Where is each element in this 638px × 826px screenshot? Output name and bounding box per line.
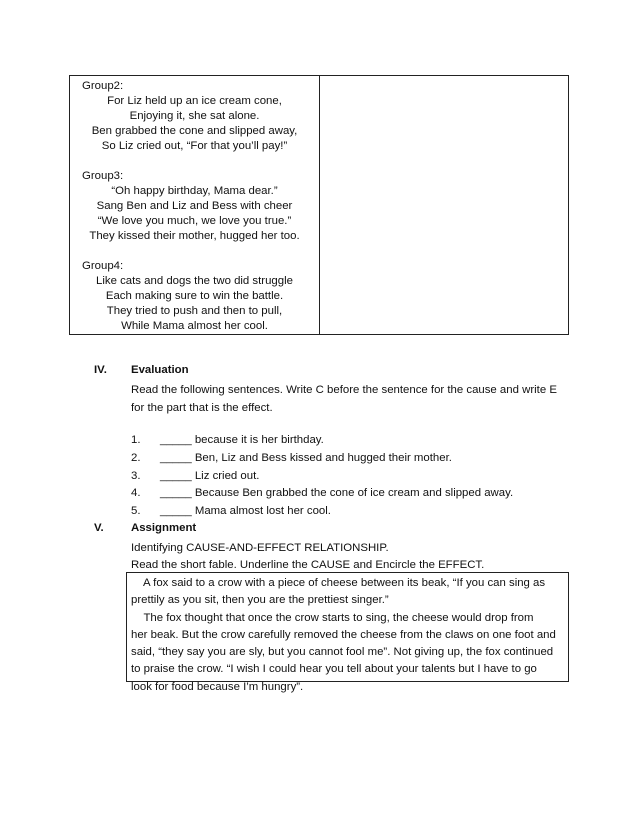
poem-line: They kissed their mother, hugged her too. [89, 230, 300, 242]
item-text: _____ Because Ben grabbed the cone of ice cream and slipped away. [160, 487, 514, 499]
poem-line: Each making sure to win the battle. [105, 290, 284, 302]
poem-line: Enjoying it, she sat alone. [129, 110, 260, 122]
poem-line: “Oh happy birthday, Mama dear.” [111, 185, 278, 197]
group-label: Group2: [82, 80, 124, 92]
fable-line: The fox thought that once the crow starts to sing, the cheese would drop from [131, 611, 534, 624]
answer-column [320, 76, 568, 334]
poem-line: While Mama almost her cool. [121, 320, 268, 332]
fable-line: prettily as you sit, then you are the prettiest singer.” [131, 594, 389, 607]
poem-line: “We love you much, we love you true.” [97, 215, 292, 227]
assignment-line: Read the short fable. Underline the CAUSE and Encircle the EFFECT. [131, 559, 485, 571]
poem-line: Sang Ben and Liz and Bess with cheer [96, 200, 293, 212]
group-block [74, 169, 315, 244]
section-title: Evaluation [131, 364, 189, 376]
poem-line: So Liz cried out, “For that you’ll pay!” [101, 140, 288, 152]
poem-line: For Liz held up an ice cream cone, [107, 95, 282, 107]
item-number: 5. [131, 505, 141, 517]
fable-line: A fox said to a crow with a piece of cheese between its beak, “If you can sing as [131, 577, 546, 589]
item-number: 4. [131, 487, 141, 499]
item-text: _____ Liz cried out. [160, 470, 260, 482]
instruction-line: Read the following sentences. Write C before the sentence for the cause and write E [131, 384, 557, 396]
instruction-line: for the part that is the effect. [131, 402, 273, 414]
fable-line: her beak. But the crow carefully removed the cheese from the claws on one foot and [131, 628, 556, 641]
poem-line: Ben grabbed the cone and slipped away, [91, 125, 298, 137]
group-block [74, 79, 315, 154]
poem-table [69, 75, 569, 335]
item-number: 2. [131, 452, 141, 464]
poem-line: They tried to push and then to pull, [106, 305, 283, 317]
section-title: Assignment [131, 522, 197, 534]
item-text: _____ Ben, Liz and Bess kissed and hugged their mother. [160, 452, 452, 464]
fable-line: said, “they say you are sly, but you cannot fool me”. Not giving up, the fox continued [131, 646, 554, 659]
fable-box [126, 572, 569, 693]
poem-line: Like cats and dogs the two did struggle [96, 275, 293, 287]
group-label: Group4: [82, 260, 124, 272]
section-numeral: IV. [94, 364, 107, 376]
item-number: 3. [131, 470, 141, 482]
item-text: _____ Mama almost lost her cool. [160, 505, 331, 517]
fable-line: to praise the crow. “I wish I could hear you tell about your talents but I have to go [131, 663, 537, 676]
item-text: _____ because it is her birthday. [160, 434, 324, 446]
section-numeral: V. [94, 522, 104, 534]
group-label: Group3: [82, 170, 124, 182]
assignment-line: Identifying CAUSE-AND-EFFECT RELATIONSHIP. [131, 542, 389, 554]
fable-line: look for food because I’m hungry”. [131, 680, 304, 693]
poem-column [70, 76, 320, 334]
item-number: 1. [131, 434, 141, 446]
group-block [74, 259, 315, 334]
